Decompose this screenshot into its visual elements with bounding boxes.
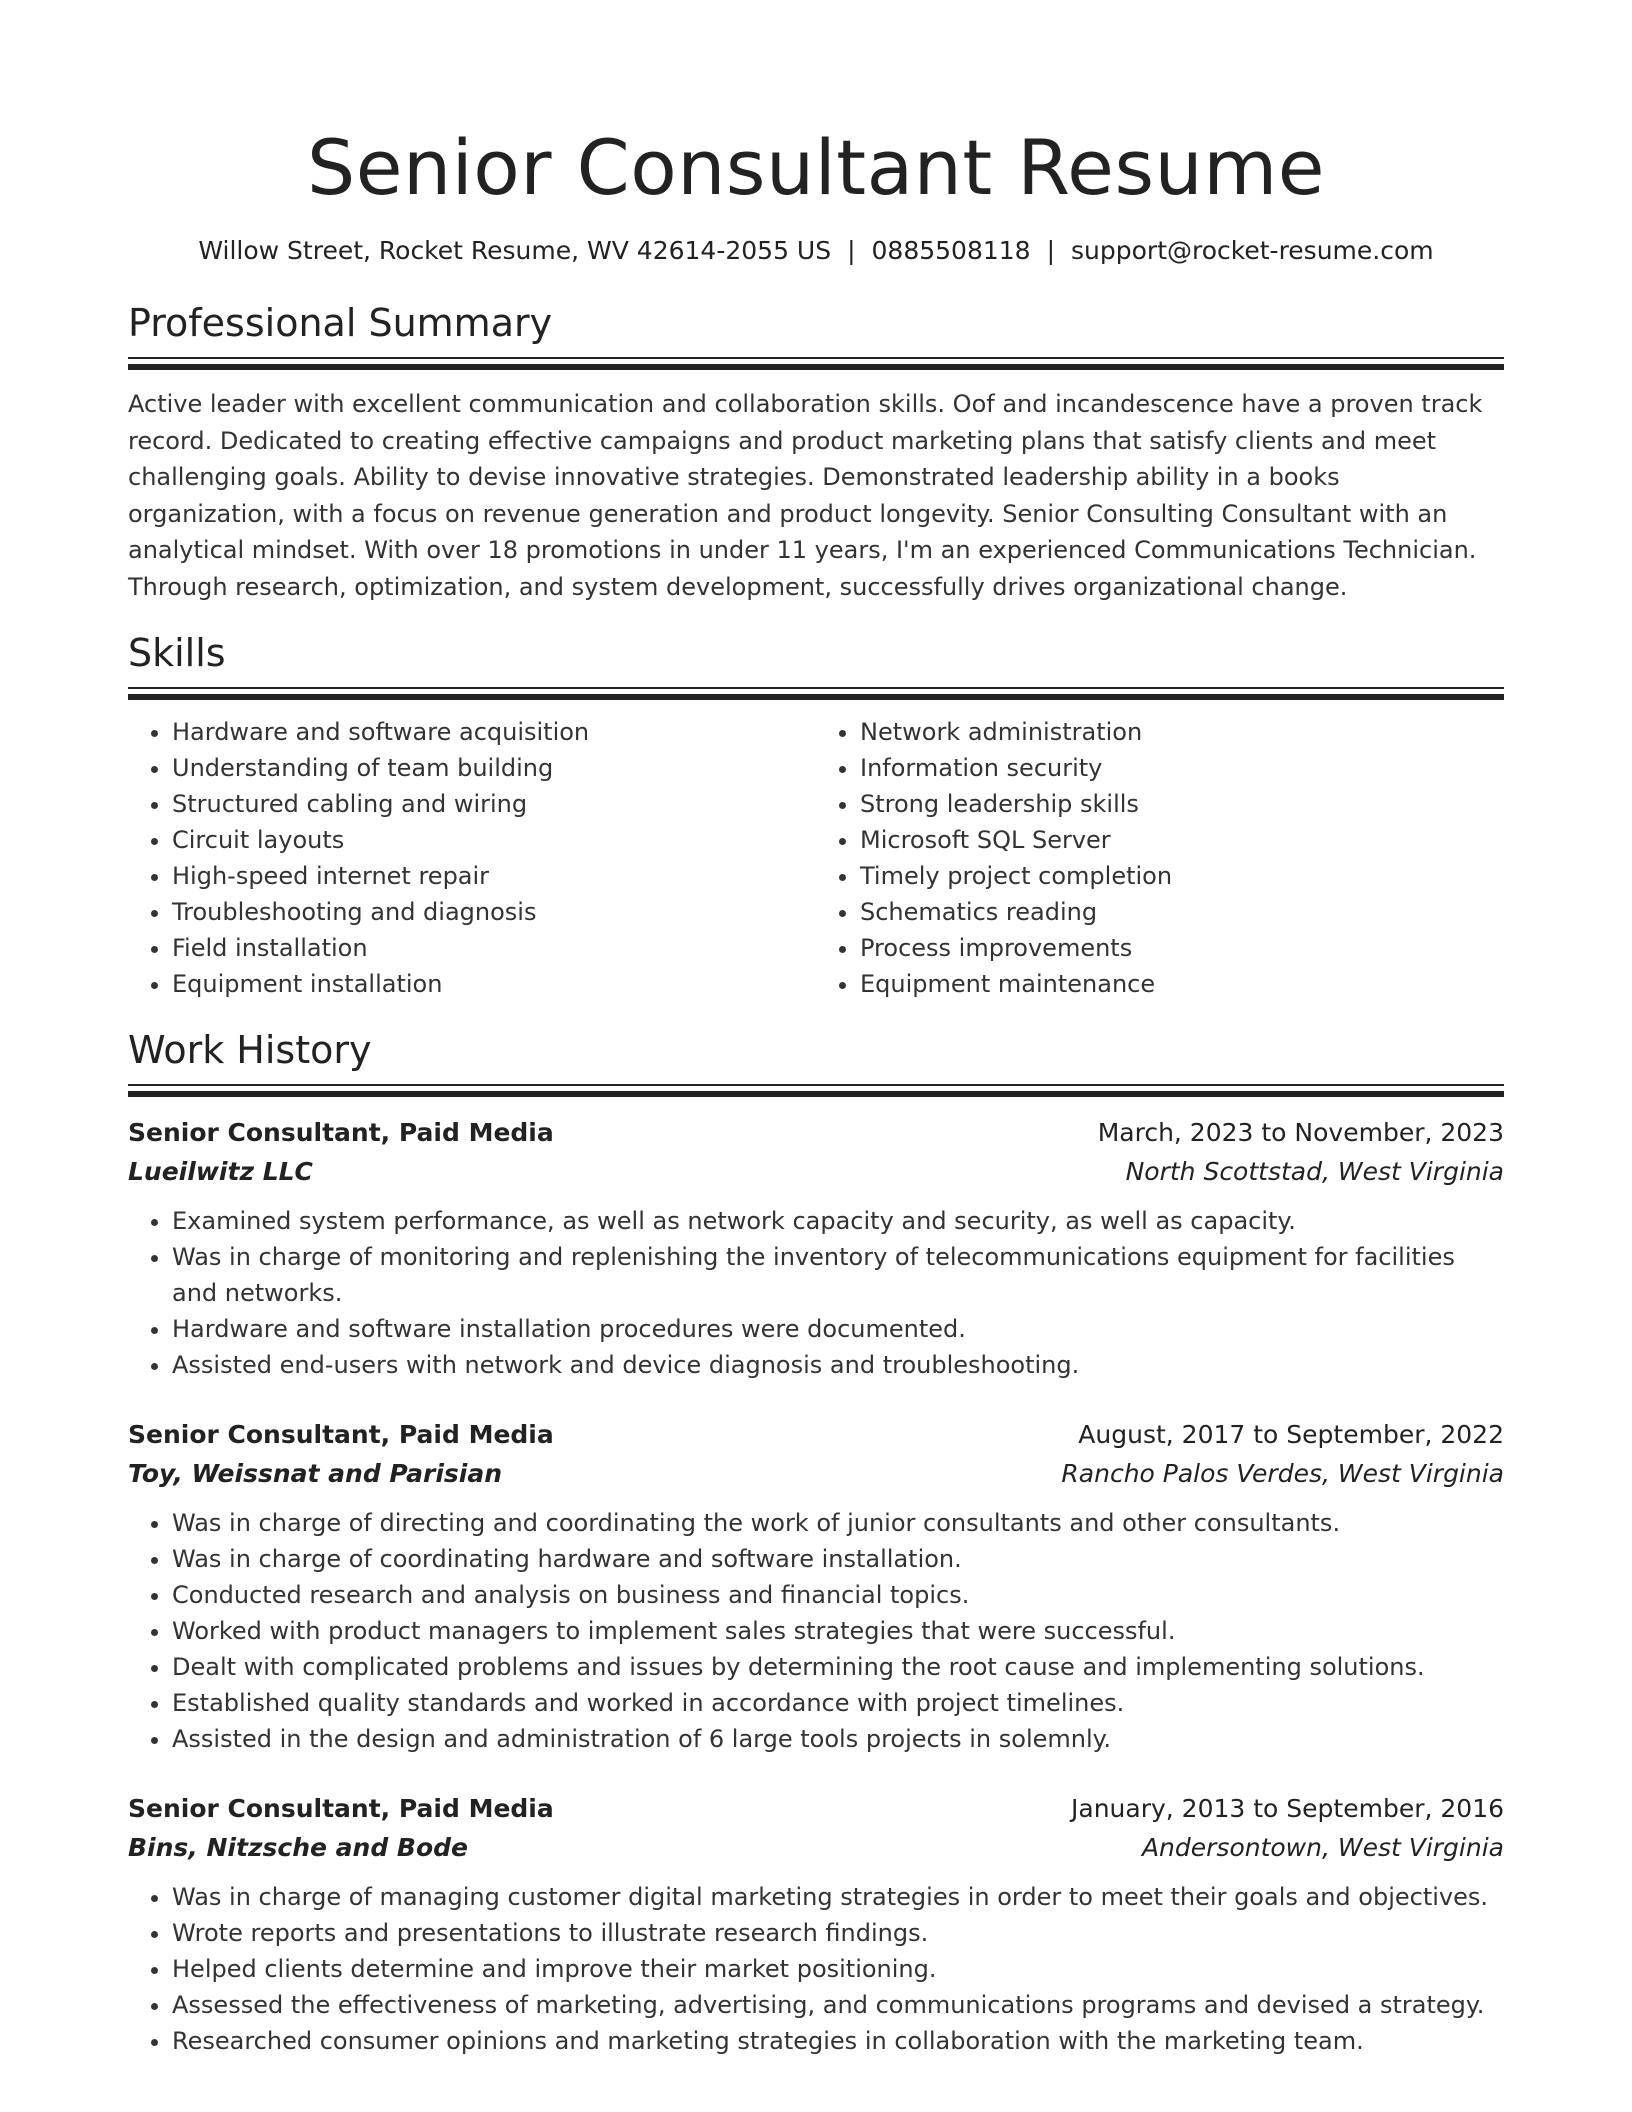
job-entry — [128, 1789, 1504, 2059]
job-bullets — [128, 1879, 1504, 2059]
skill-item: • Troubleshooting and diagnosis — [172, 894, 816, 930]
contact-phone: 0885508118 — [871, 236, 1031, 265]
job-title: Senior Consultant, Paid Media — [128, 1420, 554, 1449]
contact-separator: | — [1046, 236, 1056, 265]
skill-item: • Network administration — [860, 714, 1504, 750]
job-company-row — [128, 1828, 1504, 1867]
job-company-row — [128, 1454, 1504, 1493]
contact-email: support@rocket-resume.com — [1071, 236, 1434, 265]
job-bullet: • Wrote reports and presentations to illustrate research findings. — [172, 1915, 1504, 1951]
job-bullet: • Assisted end-users with network and device diagnosis and troubleshooting. — [172, 1347, 1504, 1383]
job-bullet: • Was in charge of monitoring and replenishing the inventory of telecommunications equipment for facilities and networks. — [172, 1239, 1504, 1311]
job-title: Senior Consultant, Paid Media — [128, 1794, 554, 1823]
skill-item: • Timely project completion — [860, 858, 1504, 894]
job-location: North Scottstad, West Virginia — [1125, 1157, 1504, 1186]
job-bullet: • Was in charge of directing and coordinating the work of junior consultants and other consultants. — [172, 1505, 1504, 1541]
job-company: Toy, Weissnat and Parisian — [128, 1459, 503, 1488]
contact-separator: | — [847, 236, 856, 265]
job-bullet: • Helped clients determine and improve their market positioning. — [172, 1951, 1504, 1987]
contact-address: Willow Street, Rocket Resume, WV 42614-2055 US — [198, 236, 832, 265]
job-dates: August, 2017 to September, 2022 — [1078, 1420, 1504, 1449]
skill-item: • Strong leadership skills — [860, 786, 1504, 822]
professional-summary-section — [128, 299, 1504, 605]
resume-title: Senior Consultant Resume — [307, 123, 1325, 212]
job-company: Bins, Nitzsche and Bode — [128, 1833, 469, 1862]
job-header-row — [128, 1789, 1504, 1828]
skill-item: • Information security — [860, 750, 1504, 786]
skills-section — [128, 629, 1504, 1002]
job-header-row — [128, 1415, 1504, 1454]
job-title: Senior Consultant, Paid Media — [128, 1118, 554, 1147]
skill-item: • Microsoft SQL Server — [860, 822, 1504, 858]
job-bullet: • Hardware and software installation procedures were documented. — [172, 1311, 1504, 1347]
section-divider — [128, 357, 1504, 370]
job-entry — [128, 1113, 1504, 1383]
section-heading-skills: Skills — [128, 631, 226, 675]
skill-item: • Structured cabling and wiring — [172, 786, 816, 822]
summary-text: Active leader with excellent communication and collaboration skills. Oof and incandescence have a proven track record. Dedicated to creating effective campaigns and product marketing plans that satisfy clients and meet challenging goals. Ability to devise innovative strategies. Demonstrated leadership ability in a books organization, with a focus on revenue generation and product longevity. Senior Consulting Consultant with an analytical mindset. With over 18 promotions in under 11 years, I'm an experienced Communications Technician. Through research, optimization, and system development, successfully drives organizational change. — [128, 390, 1483, 601]
section-heading-summary: Professional Summary — [128, 301, 553, 345]
section-heading-work-history: Work History — [128, 1028, 372, 1072]
skills-list-right — [816, 714, 1504, 1002]
job-bullet: • Researched consumer opinions and marketing strategies in collaboration with the marketing team. — [172, 2023, 1504, 2059]
contact-line — [128, 234, 1504, 268]
job-bullets — [128, 1203, 1504, 1383]
skill-item: • Understanding of team building — [172, 750, 816, 786]
job-bullet: • Assessed the effectiveness of marketing, advertising, and communications programs and devised a strategy. — [172, 1987, 1504, 2023]
work-history-section — [128, 1026, 1504, 2059]
job-bullet: • Was in charge of coordinating hardware and software installation. — [172, 1541, 1504, 1577]
job-location: Andersontown, West Virginia — [1141, 1833, 1504, 1862]
skill-item: • Schematics reading — [860, 894, 1504, 930]
job-dates: March, 2023 to November, 2023 — [1097, 1118, 1504, 1147]
job-bullet: • Dealt with complicated problems and issues by determining the root cause and implementing solutions. — [172, 1649, 1504, 1685]
skill-item: • Equipment installation — [172, 966, 816, 1002]
section-divider — [128, 687, 1504, 700]
job-dates: January, 2013 to September, 2016 — [1071, 1794, 1504, 1823]
skill-item: • Circuit layouts — [172, 822, 816, 858]
job-bullets — [128, 1505, 1504, 1757]
job-company: Lueilwitz LLC — [128, 1157, 313, 1186]
skill-item: • Hardware and software acquisition — [172, 714, 816, 750]
skills-columns — [128, 714, 1504, 1002]
job-company-row — [128, 1152, 1504, 1191]
job-bullet: • Assisted in the design and administration of 6 large tools projects in solemnly. — [172, 1721, 1504, 1757]
job-location: Rancho Palos Verdes, West Virginia — [1061, 1459, 1504, 1488]
job-bullet: • Was in charge of managing customer digital marketing strategies in order to meet their goals and objectives. — [172, 1879, 1504, 1915]
job-bullet: • Worked with product managers to implement sales strategies that were successful. — [172, 1613, 1504, 1649]
job-bullet: • Examined system performance, as well as network capacity and security, as well as capacity. — [172, 1203, 1504, 1239]
section-divider — [128, 1084, 1504, 1097]
skill-item: • Field installation — [172, 930, 816, 966]
skills-list-left — [128, 714, 816, 1002]
skill-item: • Process improvements — [860, 930, 1504, 966]
job-entry — [128, 1415, 1504, 1757]
job-bullet: • Established quality standards and worked in accordance with project timelines. — [172, 1685, 1504, 1721]
job-bullet: • Conducted research and analysis on business and financial topics. — [172, 1577, 1504, 1613]
skill-item: • Equipment maintenance — [860, 966, 1504, 1002]
skill-item: • High-speed internet repair — [172, 858, 816, 894]
job-header-row — [128, 1113, 1504, 1152]
